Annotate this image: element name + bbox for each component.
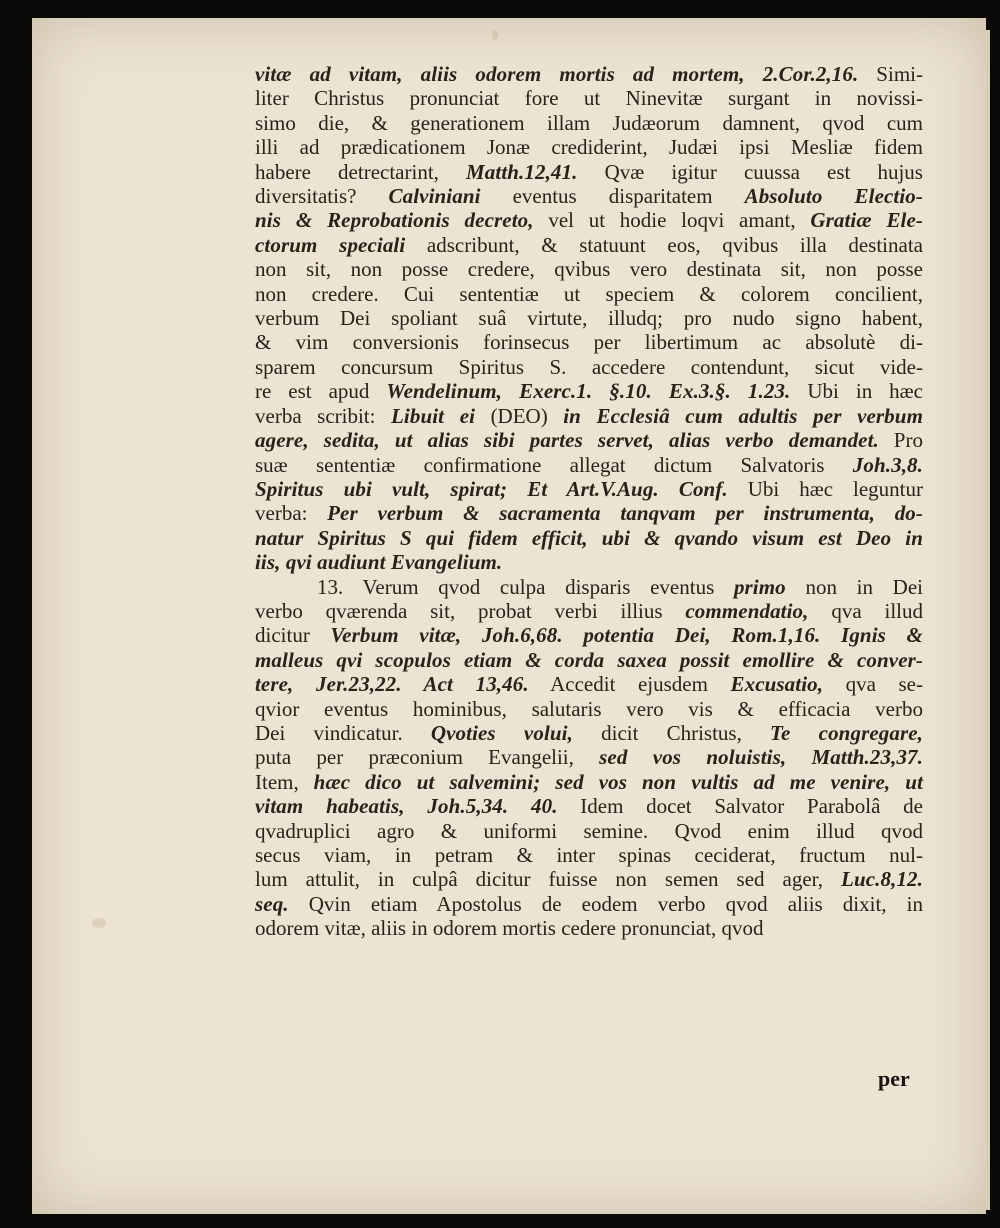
roman-text: puta per præconium Evangelii, <box>255 745 600 770</box>
roman-text: (DEO) <box>475 403 564 428</box>
roman-text: Item, <box>255 769 314 794</box>
text-line <box>255 648 923 672</box>
roman-text: Qvin etiam Apostolus de eodem verbo qvod aliis dixit, in <box>288 891 923 916</box>
roman-text: non sit, non posse credere, qvibus vero destinata sit, non posse <box>255 257 923 282</box>
italic-text: sed vos noluistis, Matth.23,37. <box>599 745 923 770</box>
italic-text: ctorum speciali <box>255 232 406 257</box>
text-line <box>255 404 923 428</box>
roman-text: Pro <box>878 428 923 453</box>
text-line <box>255 86 923 110</box>
italic-text: Luc.8,12. <box>841 867 923 892</box>
roman-text: dicit Christus, <box>572 720 770 745</box>
text-line <box>255 745 923 769</box>
text-line <box>255 257 923 281</box>
roman-text: sparem concursum Spiritus S. accedere contendunt, sicut vide- <box>255 354 923 379</box>
text-line <box>255 453 923 477</box>
text-line <box>255 184 923 208</box>
roman-text: non in Dei <box>785 574 923 599</box>
text-line <box>255 477 923 501</box>
paper-stain <box>492 30 498 40</box>
roman-text: qvadruplici agro & uniformi semine. Qvod enim illud qvod <box>255 818 923 843</box>
text-line <box>255 379 923 403</box>
text-line <box>255 428 923 452</box>
italic-text: primo <box>733 574 786 599</box>
italic-text: nis & Reprobationis decreto, <box>255 208 534 233</box>
roman-text: adscribunt, & statuunt eos, qvibus illa destinata <box>405 232 923 257</box>
roman-text: verba scribit: <box>255 403 391 428</box>
text-line <box>255 160 923 184</box>
roman-text: diversitatis? <box>255 184 389 209</box>
italic-text: Verbum vitæ, Joh.6,68. potentia Dei, Rom.1,16. Ignis & <box>330 623 923 648</box>
roman-text: qva illud <box>808 598 923 623</box>
italic-text: Gratiæ Ele- <box>810 208 923 233</box>
roman-text: qvior eventus hominibus, salutaris vero vis & efficacia verbo <box>255 696 923 721</box>
italic-text: Matth.12,41. <box>466 159 578 184</box>
text-line <box>255 794 923 818</box>
text-line <box>255 575 923 599</box>
roman-text: Idem docet Salvator Parabolâ de <box>557 794 923 819</box>
text-line <box>255 282 923 306</box>
roman-text: dicitur <box>255 623 331 648</box>
italic-text: Te congregare, <box>770 720 924 745</box>
italic-text: vitam habeatis, Joh.5,34. 40. <box>255 794 558 819</box>
italic-text: Joh.3,8. <box>852 452 923 477</box>
roman-text: & vim conversionis forinsecus per libertimum ac absolutè di- <box>255 330 923 355</box>
italic-text: agere, sedita, ut alias sibi partes servet, alias verbo demandet. <box>255 428 879 453</box>
italic-text: hæc dico ut salvemini; sed vos non vultis ad me venire, ut <box>313 769 924 794</box>
text-line <box>255 697 923 721</box>
text-line <box>255 355 923 379</box>
italic-text: Excusatio, <box>730 672 824 697</box>
roman-text: non credere. Cui sententiæ ut speciem & colorem concilient, <box>255 281 923 306</box>
text-line <box>255 916 923 940</box>
italic-text: Libuit ei <box>390 403 476 428</box>
roman-text: re est apud <box>255 379 387 404</box>
page-edge <box>986 30 990 1210</box>
text-line <box>255 62 923 86</box>
roman-text: Dei vindicatur. <box>255 720 431 745</box>
roman-text: simo die, & generationem illam Judæorum damnent, qvod cum <box>255 110 923 135</box>
roman-text: illi ad prædicationem Jonæ crediderint, Judæi ipsi Mesliæ fidem <box>255 135 923 160</box>
text-line <box>255 233 923 257</box>
text-line <box>255 672 923 696</box>
catchword: per <box>878 1066 910 1091</box>
italic-text: Per verbum & sacramenta tanqvam per instrumenta, do- <box>327 501 923 526</box>
italic-text: in Ecclesiâ cum adultis per verbum <box>563 403 923 428</box>
italic-text: Qvoties volui, <box>430 720 573 745</box>
text-line <box>255 623 923 647</box>
italic-text: Wendelinum, Exerc.1. §.10. Ex.3.§. 1.23. <box>386 379 791 404</box>
text-line <box>255 721 923 745</box>
roman-text: vel ut hodie loqvi amant, <box>533 208 811 233</box>
text-line <box>255 867 923 891</box>
text-line <box>255 599 923 623</box>
paper-stain <box>92 918 106 928</box>
italic-text: Absoluto Electio- <box>744 184 923 209</box>
roman-text: qva se- <box>823 672 923 697</box>
italic-text: commendatio, <box>685 598 809 623</box>
italic-text: tere, Jer.23,22. Act 13,46. <box>255 672 529 697</box>
roman-text: Simi- <box>858 62 923 86</box>
body-text <box>255 62 923 941</box>
text-line <box>255 770 923 794</box>
text-line <box>255 843 923 867</box>
italic-text: iis, qvi audiunt Evangelium. <box>255 550 503 575</box>
italic-text: natur Spiritus S qui fidem efficit, ubi & qvando visum est Deo in <box>255 525 923 550</box>
text-line <box>255 330 923 354</box>
roman-text: Qvæ igitur cuussa est hujus <box>577 159 923 184</box>
text-line <box>255 892 923 916</box>
roman-text: lum attulit, in culpâ dicitur fuisse non semen sed ager, <box>255 867 842 892</box>
roman-text: liter Christus pronunciat fore ut Ninevitæ surgant in novissi- <box>255 86 923 111</box>
roman-text: habere detrectarint, <box>255 159 467 184</box>
roman-text: eventus disparitatem <box>480 184 745 209</box>
text-line <box>255 550 923 574</box>
text-line <box>255 819 923 843</box>
text-line <box>255 135 923 159</box>
italic-text: Spiritus ubi vult, spirat; Et Art.V.Aug. Conf. <box>255 476 728 501</box>
text-line <box>255 501 923 525</box>
italic-text: Calviniani <box>388 184 481 209</box>
roman-text: 13. Verum qvod culpa disparis eventus <box>317 574 734 599</box>
roman-text: Ubi in hæc <box>790 379 924 404</box>
roman-text: verbo qværenda sit, probat verbi illius <box>255 598 686 623</box>
text-line <box>255 526 923 550</box>
italic-text: vitæ ad vitam, aliis odorem mortis ad mortem, 2.Cor.2,16. <box>255 62 859 86</box>
text-line <box>255 111 923 135</box>
text-line <box>255 306 923 330</box>
italic-text: seq. <box>255 891 289 916</box>
roman-text: Ubi hæc leguntur <box>727 476 923 501</box>
roman-text: secus viam, in petram & inter spinas ceciderat, fructum nul- <box>255 843 923 867</box>
roman-text: suæ sententiæ confirmatione allegat dictum Salvatoris <box>255 452 853 477</box>
text-line <box>255 208 923 232</box>
italic-text: malleus qvi scopulos etiam & corda saxea possit emollire & conver- <box>255 647 923 672</box>
roman-text: verbum Dei spoliant suâ virtute, illudq; pro nudo signo habent, <box>255 306 923 331</box>
roman-text: verba: <box>255 501 328 526</box>
roman-text: odorem vitæ, aliis in odorem mortis cedere pronunciat, qvod <box>255 916 764 941</box>
roman-text: Accedit ejusdem <box>528 672 731 697</box>
